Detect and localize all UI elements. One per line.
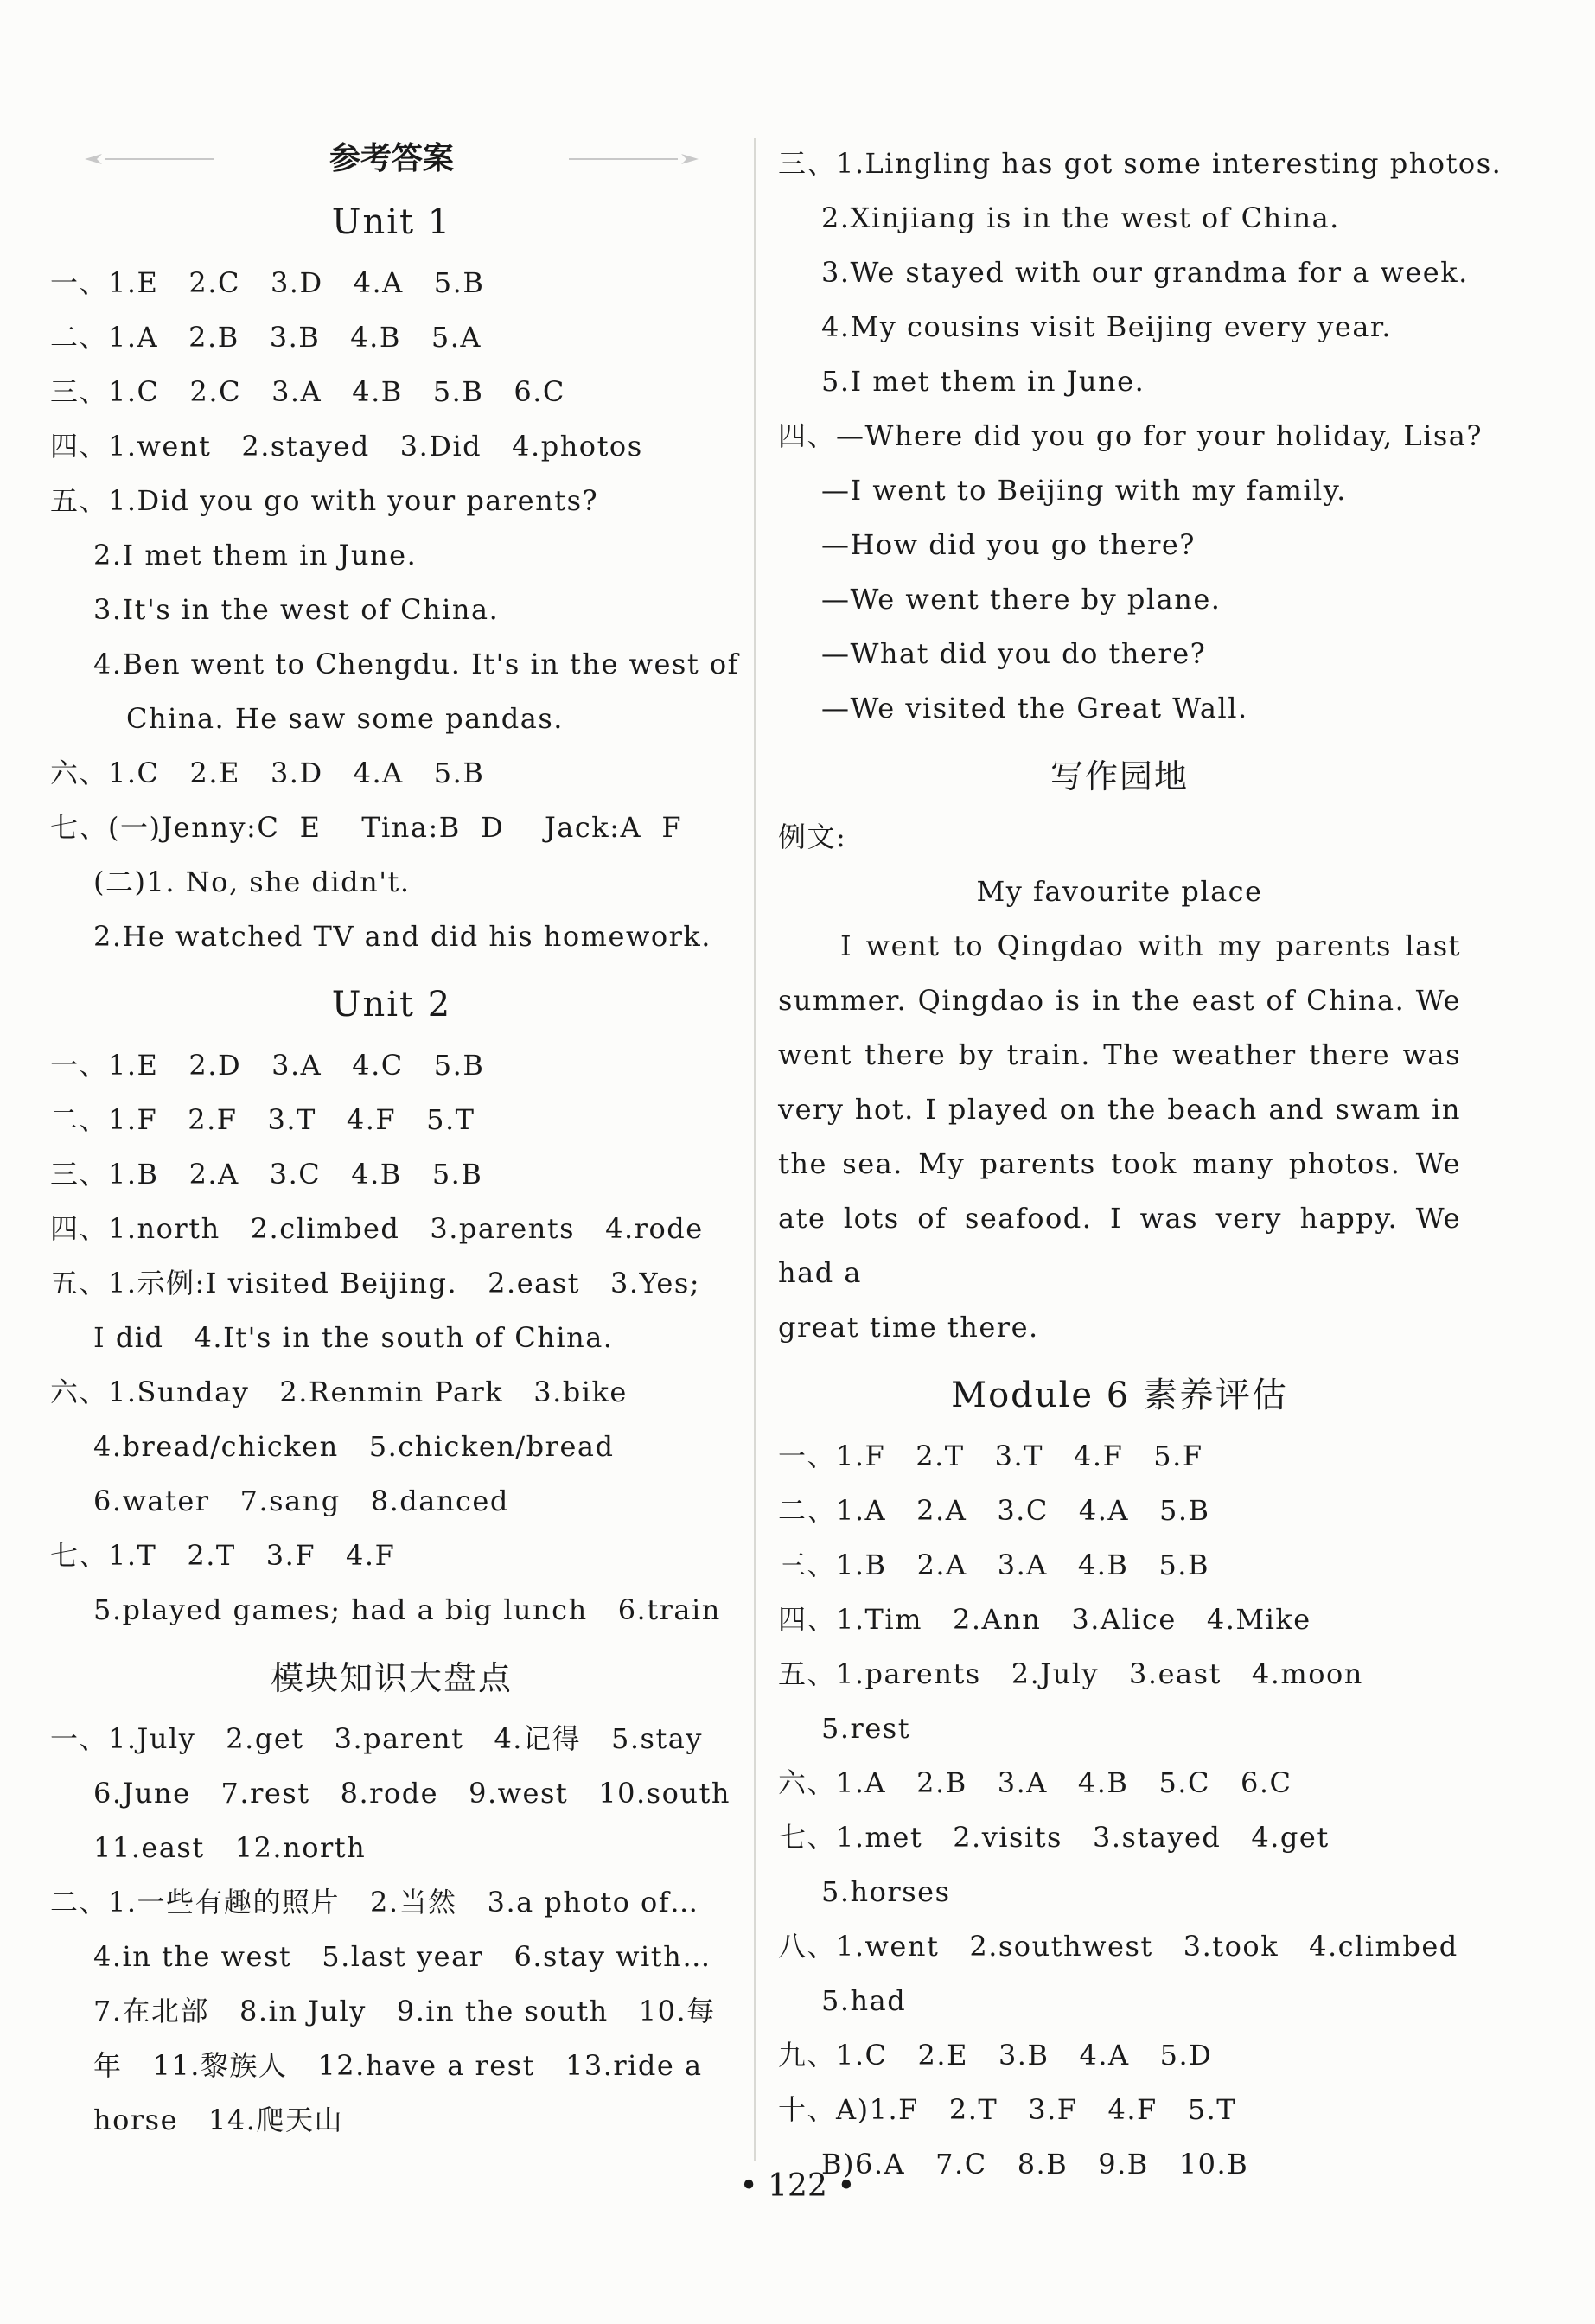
answer-line: 三、1.B 2.A 3.A 4.B 5.B	[778, 1548, 1209, 1581]
answer-line: 年 11.黎族人 12.have a rest 13.ride a	[93, 2049, 703, 2082]
module-review-title: 模块知识大盘点	[270, 1659, 513, 1697]
answer-line: 5.played games; had a big lunch 6.train	[93, 1593, 721, 1626]
answer-line: (二)1. No, she didn't.	[93, 865, 411, 898]
answer-line: 四、1.Tim 2.Ann 3.Alice 4.Mike	[778, 1603, 1311, 1636]
answer-line: 5.rest	[821, 1712, 911, 1745]
answer-line: 7.在北部 8.in July 9.in the south 10.每	[93, 1995, 716, 2027]
answer-line: —What did you do there?	[821, 637, 1207, 670]
writing-title: 写作园地	[1050, 757, 1189, 795]
answer-line: 2.Xinjiang is in the west of China.	[821, 201, 1340, 234]
answer-line: 五、1.parents 2.July 3.east 4.moon	[778, 1657, 1363, 1690]
answer-line: 四、1.went 2.stayed 3.Did 4.photos	[50, 430, 643, 463]
answer-line: 一、1.E 2.C 3.D 4.A 5.B	[50, 266, 485, 299]
answer-line: 3.It's in the west of China.	[93, 593, 500, 626]
answer-line: B)6.A 7.C 8.B 9.B 10.B	[821, 2148, 1249, 2180]
answer-line: 四、—Where did you go for your holiday, Lisa?	[778, 419, 1483, 452]
answer-line: 七、1.met 2.visits 3.stayed 4.get	[778, 1821, 1330, 1854]
answer-line: 2.I met them in June.	[93, 539, 418, 571]
answer-line: 三、1.Lingling has got some interesting photos.	[778, 147, 1502, 180]
answer-line: 六、1.C 2.E 3.D 4.A 5.B	[50, 757, 485, 789]
answer-line: 二、1.一些有趣的照片 2.当然 3.a photo of…	[50, 1886, 699, 1919]
answer-line: 十、A)1.F 2.T 3.F 4.F 5.T	[778, 2093, 1237, 2126]
answer-line: 八、1.went 2.southwest 3.took 4.climbed	[778, 1930, 1458, 1963]
unit1-title: Unit 1	[331, 202, 452, 242]
page-number: • 122 •	[739, 2168, 856, 2204]
answer-line: 3.We stayed with our grandma for a week.	[821, 256, 1469, 289]
answer-line: 七、1.T 2.T 3.F 4.F	[50, 1539, 396, 1572]
right-column	[778, 137, 1502, 2192]
answer-line: —We went there by plane.	[821, 583, 1222, 616]
left-ornament-icon	[85, 154, 214, 164]
answer-line: I did 4.It's in the south of China.	[93, 1321, 614, 1354]
answer-line: 一、1.July 2.get 3.parent 4.记得 5.stay	[50, 1722, 703, 1755]
answer-line: —We visited the Great Wall.	[821, 692, 1248, 725]
answer-line: 5.had	[821, 1984, 907, 2017]
answer-line: 5.I met them in June.	[821, 365, 1145, 398]
answer-line: 五、1.示例:I visited Beijing. 2.east 3.Yes;	[50, 1267, 701, 1299]
module6-title: Module 6 素养评估	[951, 1376, 1288, 1415]
answers-header-text: 参考答案	[329, 141, 454, 176]
answer-line: 二、1.F 2.F 3.T 4.F 5.T	[50, 1103, 475, 1136]
answer-line: —I went to Beijing with my family.	[821, 474, 1347, 507]
answer-line: 六、1.Sunday 2.Renmin Park 3.bike	[50, 1376, 628, 1408]
answer-line: 11.east 12.north	[93, 1831, 367, 1864]
answer-line: 二、1.A 2.A 3.C 4.A 5.B	[778, 1494, 1210, 1527]
essay-body: I went to Qingdao with my parents last summer. Qingdao is in the east of China. We went there by train. The weather there was very hot. I played on the beach and swam in the sea. My parents took many photos. We ate lots of seafood. I was very happy. We had a	[778, 929, 1461, 1289]
answer-line: 2.He watched TV and did his homework.	[93, 920, 711, 953]
answer-line: 三、1.B 2.A 3.C 4.B 5.B	[50, 1158, 483, 1191]
answer-line: 二、1.A 2.B 3.B 4.B 5.A	[50, 321, 482, 354]
answer-line: 四、1.north 2.climbed 3.parents 4.rode	[50, 1212, 704, 1245]
answer-line: 六、1.A 2.B 3.A 4.B 5.C 6.C	[778, 1766, 1292, 1799]
answer-line: 5.horses	[821, 1875, 951, 1908]
answer-line: 4.My cousins visit Beijing every year.	[821, 310, 1392, 343]
answer-line: 九、1.C 2.E 3.B 4.A 5.D	[778, 2039, 1213, 2072]
essay-last-line: great time there.	[778, 1311, 1039, 1344]
answer-line: 一、1.E 2.D 3.A 4.C 5.B	[50, 1049, 485, 1082]
answer-line: 4.in the west 5.last year 6.stay with…	[93, 1940, 711, 1973]
answer-line: 七、(一)Jenny:C E Tina:B D Jack:A F	[50, 811, 683, 844]
answer-line: China. He saw some pandas.	[126, 702, 564, 735]
answer-line: 6.June 7.rest 8.rode 9.west 10.south	[93, 1777, 731, 1810]
left-column	[50, 130, 739, 2148]
example-label: 例文:	[778, 820, 847, 853]
answer-line: 五、1.Did you go with your parents?	[50, 484, 599, 517]
answer-line: 6.water 7.sang 8.danced	[93, 1484, 509, 1517]
essay-title: My favourite place	[976, 875, 1263, 908]
answer-line: 一、1.F 2.T 3.T 4.F 5.F	[778, 1440, 1203, 1472]
answers-header	[50, 130, 733, 188]
column-divider	[754, 138, 756, 2161]
unit2-title: Unit 2	[331, 985, 452, 1025]
answer-line: 4.Ben went to Chengdu. It's in the west of	[93, 648, 739, 680]
answer-line: 三、1.C 2.C 3.A 4.B 5.B 6.C	[50, 375, 565, 408]
right-ornament-icon	[569, 154, 699, 164]
answer-line: 4.bread/chicken 5.chicken/bread	[93, 1430, 615, 1463]
answer-line: horse 14.爬天山	[93, 2104, 343, 2136]
answer-line: —How did you go there?	[821, 528, 1196, 561]
